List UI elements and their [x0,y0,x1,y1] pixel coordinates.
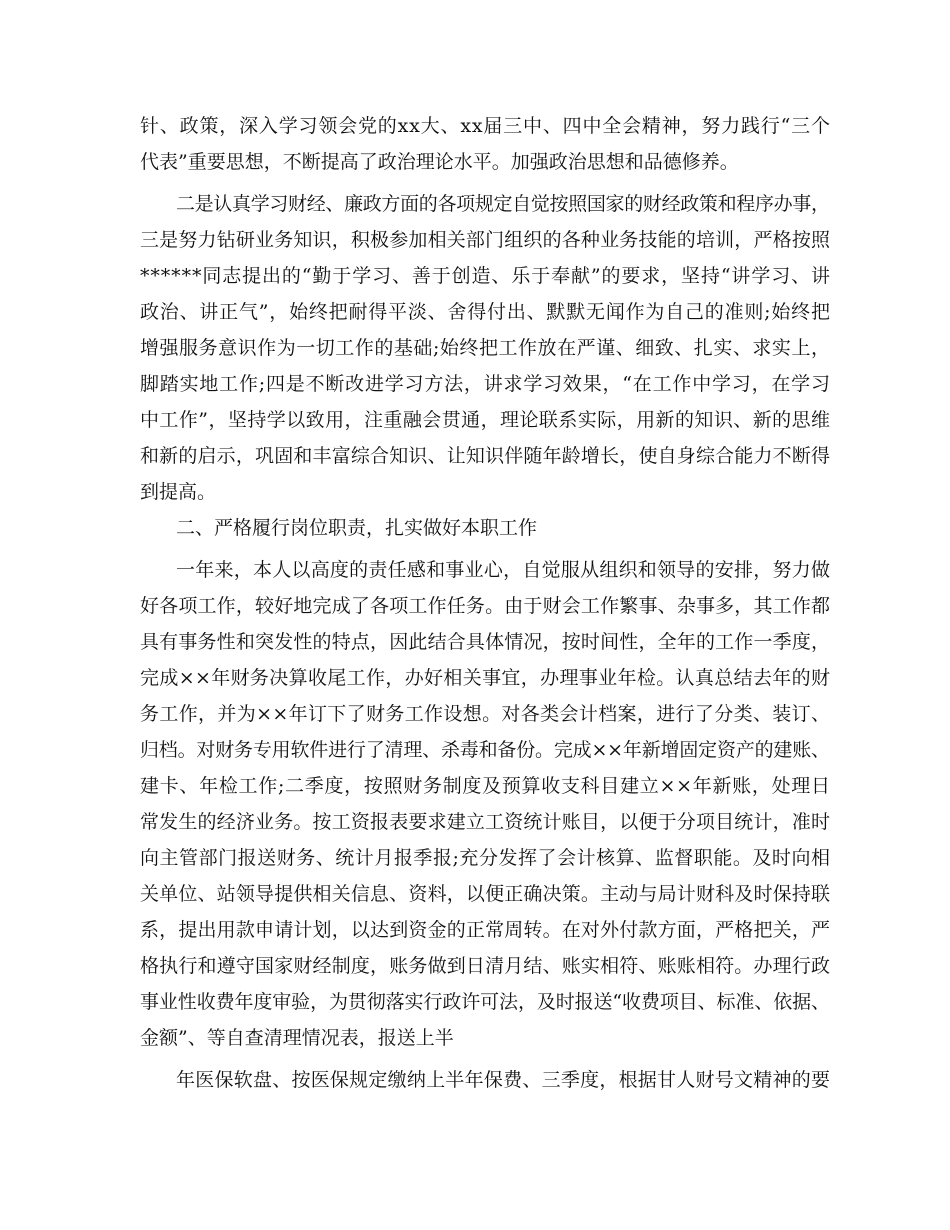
text-line: 金额”、等自查清理情况表，报送上半 [140,1027,454,1049]
text-line: 向主管部门报送财务、统计月报季报;充分发挥了会计核算、监督职能。及时向相 [140,847,831,869]
text-line: 中工作”，坚持学以致用，注重融会贯通，理论联系实际，用新的知识、新的思维 [140,409,831,431]
text-line: 三是努力钻研业务知识，积极参加相关部门组织的各种业务技能的培训，严格按照 [140,229,831,251]
text-line: 脚踏实地工作;四是不断改进学习方法，讲求学习效果，“在工作中学习，在学习 [140,373,831,395]
text-line: 代表”重要思想，不断提高了政治理论水平。加强政治思想和品德修养。 [140,151,739,173]
text-line: 事业性收费年度审验，为贯彻落实行政许可法，及时报送“收费项目、标准、依据、 [140,991,830,1013]
text-line: 二是认真学习财经、廉政方面的各项规定自觉按照国家的财经政策和程序办事， [176,193,830,215]
text-line: 常发生的经济业务。按工资报表要求建立工资统计账目，以便于分项目统计，准时 [140,811,831,833]
text-line: 具有事务性和突发性的特点，因此结合具体情况，按时间性，全年的工作一季度， [140,631,831,653]
text-line: 务工作，并为××年订下了财务工作设想。对各类会计档案，进行了分类、装订、 [140,703,831,725]
text-line: 关单位、站领导提供相关信息、资料，以便正确决策。主动与局计财科及时保持联 [140,883,831,905]
text-line: 针、政策，深入学习领会党的xx大、xx届三中、四中全会精神，努力践行“三个 [140,115,831,137]
text-line: 完成××年财务决算收尾工作，办好相关事宜，办理事业年检。认真总结去年的财 [140,667,831,689]
text-line: 建卡、年检工作;二季度，按照财务制度及预算收支科目建立××年新账，处理日 [140,775,831,797]
text-line: 年医保软盘、按医保规定缴纳上半年保费、三季度，根据甘人财号文精神的要 [176,1069,831,1091]
text-line: 好各项工作，较好地完成了各项工作任务。由于财会工作繁事、杂事多，其工作都 [140,595,831,617]
text-line: 到提高。 [140,481,217,503]
text-line: 格执行和遵守国家财经制度，账务做到日清月结、账实相符、账账相符。办理行政 [140,955,831,977]
text-line: 一年来，本人以高度的责任感和事业心，自觉服从组织和领导的安排，努力做 [176,559,831,581]
text-line: ******同志提出的“勤于学习、善于创造、乐于奉献”的要求，坚持“讲学习、讲 [140,265,831,287]
text-line: 和新的启示，巩固和丰富综合知识、让知识伴随年龄增长，使自身综合能力不断得 [140,445,831,467]
text-line: 增强服务意识作为一切工作的基础;始终把工作放在严谨、细致、扎实、求实上， [140,337,831,359]
text-line: 归档。对财务专用软件进行了清理、杀毒和备份。完成××年新增固定资产的建账、 [140,739,830,761]
text-line: 系，提出用款申请计划，以达到资金的正常周转。在对外付款方面，严格把关，严 [140,919,831,941]
section-heading: 二、严格履行岗位职责，扎实做好本职工作 [176,517,538,539]
text-line: 政治、讲正气”，始终把耐得平淡、舍得付出、默默无闻作为自己的准则;始终把 [140,301,831,323]
